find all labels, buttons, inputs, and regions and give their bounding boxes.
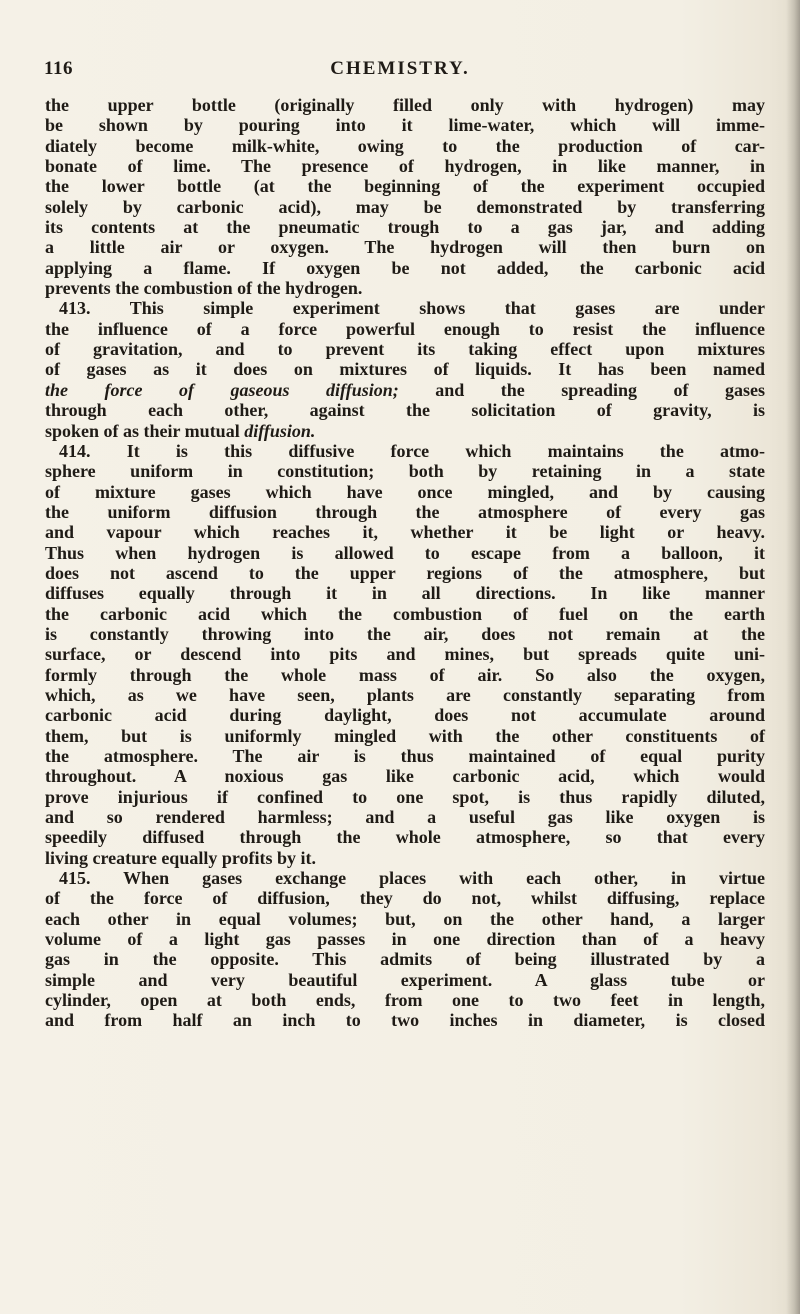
text-line: formly through the whole mass of air. So also the oxygen, — [45, 664, 765, 685]
text-line: each other in equal volumes; but, on the other hand, a larger — [45, 908, 765, 929]
text-line: carbonic acid during daylight, does not accumulate around — [45, 705, 765, 726]
text-line: living creature equally profits by it. — [45, 847, 317, 868]
text-line: them, but is uniformly mingled with the other constituents of — [45, 725, 765, 746]
text-line: the uniform diffusion through the atmosphere of every gas — [45, 501, 765, 522]
text-line: of mixture gases which have once mingled, and by causing — [45, 481, 765, 502]
text-line: its contents at the pneumatic trough to a gas jar, and adding — [45, 217, 765, 238]
text-line: the force of gaseous diffusion; and the spreading of gases — [45, 379, 766, 400]
text-line: through each other, against the solicitation of gravity, is — [45, 400, 765, 421]
page-edge-shadow — [786, 0, 800, 1314]
text-line: solely by carbonic acid), may be demonstrated by transferring — [45, 196, 765, 217]
text-line: simple and very beautiful experiment. A glass tube or — [45, 969, 765, 990]
paragraph-415-start: 415. When gases exchange places with each other, in virtue — [59, 868, 765, 889]
text-line: the influence of a force powerful enough to resist the influence — [45, 318, 765, 339]
text-line: applying a flame. If oxygen be not added, the carbonic acid — [45, 257, 765, 278]
text-line: speedily diffused through the whole atmosphere, so that every — [45, 827, 765, 848]
text-line: Thus when hydrogen is allowed to escape from a balloon, it — [45, 542, 765, 563]
text-line: be shown by pouring into it lime-water, which will imme- — [45, 115, 765, 136]
italic-term: diffusion. — [244, 420, 316, 441]
text-line: cylinder, open at both ends, from one to two feet in length, — [45, 990, 765, 1011]
text-line: throughout. A noxious gas like carbonic acid, which would — [45, 766, 765, 787]
text-line: diffuses equally through it in all directions. In like manner — [45, 583, 765, 604]
text-line: of gravitation, and to prevent its taking effect upon mixtures — [45, 339, 765, 360]
italic-term: the force of gaseous diffusion; — [45, 379, 399, 400]
text-line: prove injurious if confined to one spot, is thus rapidly diluted, — [45, 786, 765, 807]
text-line: spoken of as their mutual diffusion. — [45, 420, 316, 441]
text-line: bonate of lime. The presence of hydrogen, in like manner, in — [45, 156, 765, 177]
body-text — [45, 95, 765, 1031]
text-line: and so rendered harmless; and a useful gas like oxygen is — [45, 807, 765, 828]
text-line: sphere uniform in constitution; both by retaining in a state — [45, 461, 765, 482]
text-line: the upper bottle (originally filled only with hydrogen) may — [45, 95, 765, 115]
text-line: the atmosphere. The air is thus maintained of equal purity — [45, 746, 765, 766]
text-line: diately become milk-white, owing to the production of car- — [45, 135, 765, 156]
running-head: CHEMISTRY. — [330, 58, 470, 79]
paragraph-414-start: 414. It is this diffusive force which maintains the atmo- — [59, 440, 765, 461]
text-line: and from half an inch to two inches in diameter, is closed — [45, 1010, 765, 1031]
text-line: the lower bottle (at the beginning of the experiment occupied — [45, 176, 765, 197]
text-line: prevents the combustion of the hydrogen. — [45, 278, 363, 299]
text-line: is constantly throwing into the air, does not remain at the — [45, 623, 765, 644]
text-line: of gases as it does on mixtures of liquids. It has been named — [45, 359, 765, 380]
text-line: does not ascend to the upper regions of the atmosphere, but — [45, 562, 765, 583]
text-line: the carbonic acid which the combustion of fuel on the earth — [45, 603, 765, 624]
page-number: 116 — [44, 58, 73, 79]
text-line: of the force of diffusion, they do not, whilst diffusing, replace — [45, 888, 765, 909]
text-line: which, as we have seen, plants are constantly separating from — [45, 684, 765, 705]
text-line: a little air or oxygen. The hydrogen will then burn on — [45, 237, 765, 258]
text-line: and vapour which reaches it, whether it be light or heavy. — [45, 522, 765, 543]
paragraph-413-start: 413. This simple experiment shows that gases are under — [59, 298, 765, 319]
page-header — [0, 58, 800, 86]
text-line: surface, or descend into pits and mines, but spreads quite uni- — [45, 644, 765, 665]
text-line: volume of a light gas passes in one direction than of a heavy — [45, 929, 765, 950]
text-line: gas in the opposite. This admits of being illustrated by a — [45, 949, 765, 970]
